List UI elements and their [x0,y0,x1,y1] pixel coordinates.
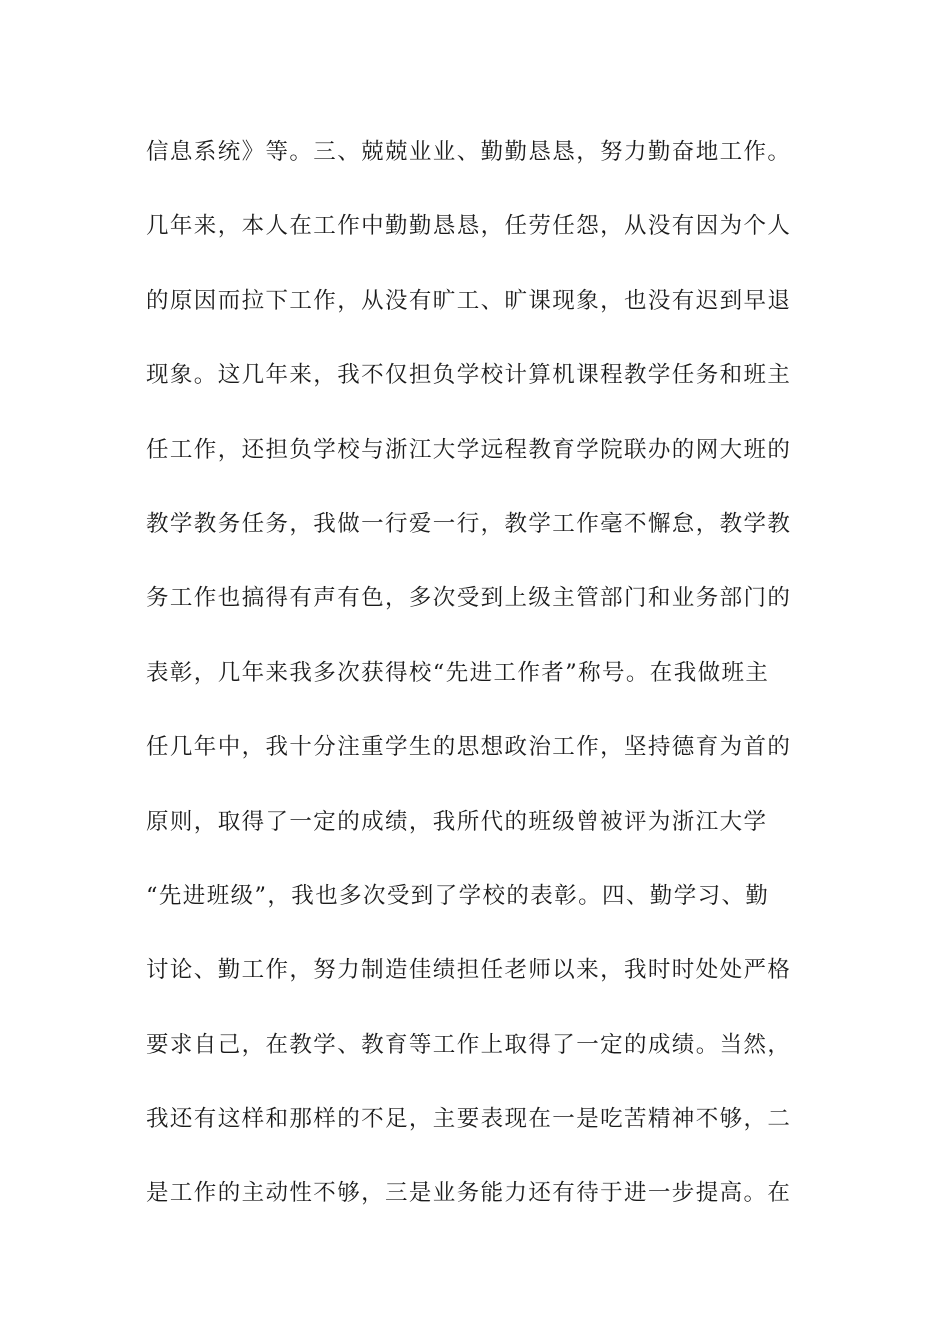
text-line: “先进班级”，我也多次受到了学校的表彰。四、勤学习、勤 [146,882,770,909]
text-line: 的原因而拉下工作，从没有旷工、旷课现象，也没有迟到早退 [146,287,792,314]
text-line: 是工作的主动性不够，三是业务能力还有待于进一步提高。在 [146,1180,792,1207]
text-line: 任工作，还担负学校与浙江大学远程教育学院联办的网大班的 [146,436,792,463]
text-line: 任几年中，我十分注重学生的思想政治工作，坚持德育为首的 [146,734,792,761]
text-line: 表彰，几年来我多次获得校“先进工作者”称号。在我做班主 [146,659,770,686]
text-line: 务工作也搞得有声有色，多次受到上级主管部门和业务部门的 [146,585,792,612]
body-text [146,126,806,1242]
text-line: 现象。这几年来，我不仅担负学校计算机课程教学任务和班主 [146,362,792,389]
text-line: 要求自己，在教学、教育等工作上取得了一定的成绩。当然， [146,1031,792,1058]
text-line: 原则，取得了一定的成绩，我所代的班级曾被评为浙江大学 [146,808,768,835]
text-line: 讨论、勤工作，努力制造佳绩担任老师以来，我时时处处严格 [146,957,792,984]
text-line: 信息系统》等。三、兢兢业业、勤勤恳恳，努力勤奋地工作。 [146,139,792,165]
text-line: 教学教务任务，我做一行爱一行，教学工作毫不懈怠，教学教 [146,510,792,537]
text-line: 几年来，本人在工作中勤勤恳恳，任劳任怨，从没有因为个人 [146,213,792,240]
text-line: 我还有这样和那样的不足，主要表现在一是吃苦精神不够，二 [146,1106,792,1133]
